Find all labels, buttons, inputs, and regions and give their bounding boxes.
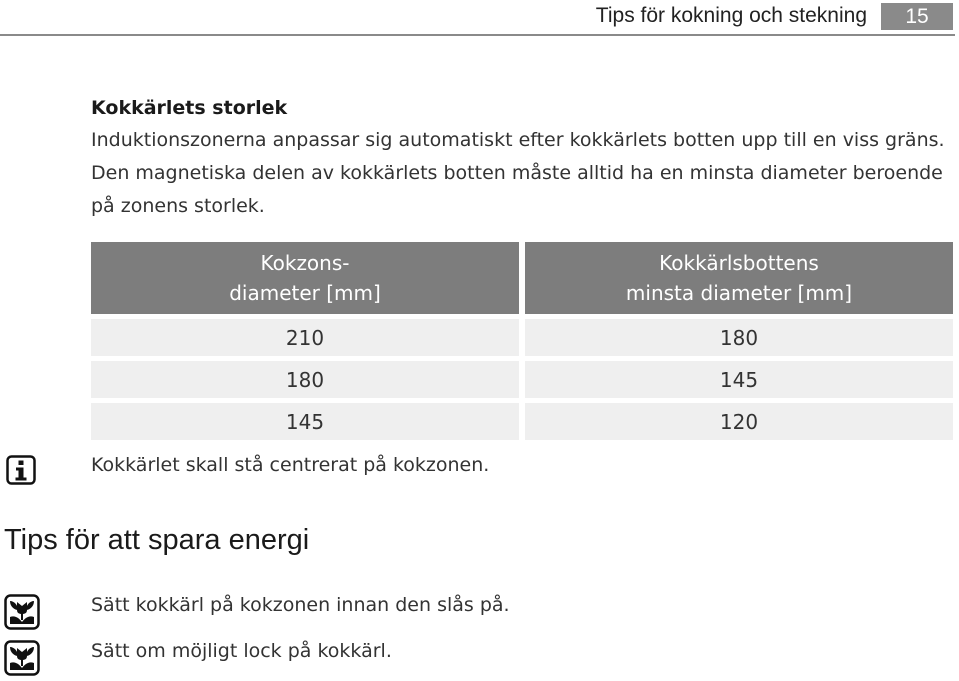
header-min-pan-diameter [525, 242, 953, 314]
table-cell: 210 [91, 314, 525, 356]
header-zone-diameter-line1: Kokzons- [260, 251, 350, 275]
section-heading-pan-size: Kokkärlets storlek [91, 97, 288, 119]
header-zone-diameter [91, 242, 525, 314]
table-row [91, 314, 953, 356]
table-header-row [91, 242, 953, 314]
page-header [0, 0, 959, 40]
eco-flower-icon [4, 594, 40, 630]
header-min-pan-diameter-line2: minsta diameter [mm] [625, 281, 853, 305]
note-text: Kokkärlet skall stå centrerat på kokzonen. [91, 454, 490, 476]
table-cell: 145 [91, 398, 525, 440]
eco-flower-icon [4, 640, 40, 676]
energy-tip: Sätt om möjligt lock på kokkärl. [91, 640, 392, 662]
info-icon [6, 455, 36, 485]
table-cell: 120 [525, 398, 953, 440]
page-number: 15 [881, 3, 953, 30]
header-rule [0, 34, 955, 36]
section-heading-energy: Tips för att spara energi [4, 524, 310, 556]
header-min-pan-diameter-line1: Kokkärlsbottens [659, 251, 819, 275]
table-row [91, 398, 953, 440]
header-zone-diameter-line2: diameter [mm] [229, 281, 381, 305]
table-cell: 180 [525, 314, 953, 356]
header-title: Tips för kokning och stekning [595, 4, 867, 27]
table-row [91, 356, 953, 398]
table-cell: 145 [525, 356, 953, 398]
intro-paragraph [91, 124, 951, 223]
intro-text: Induktionszonerna anpassar sig automatiskt efter kokkärlets botten upp till en viss gräns. Den magnetiska delen av kokkärlets botten måste alltid ha en minsta diameter beroende på zonens storlek. [91, 129, 945, 217]
pan-size-table [91, 242, 953, 440]
table-cell: 180 [91, 356, 525, 398]
energy-tip: Sätt kokkärl på kokzonen innan den slås på. [91, 594, 510, 616]
